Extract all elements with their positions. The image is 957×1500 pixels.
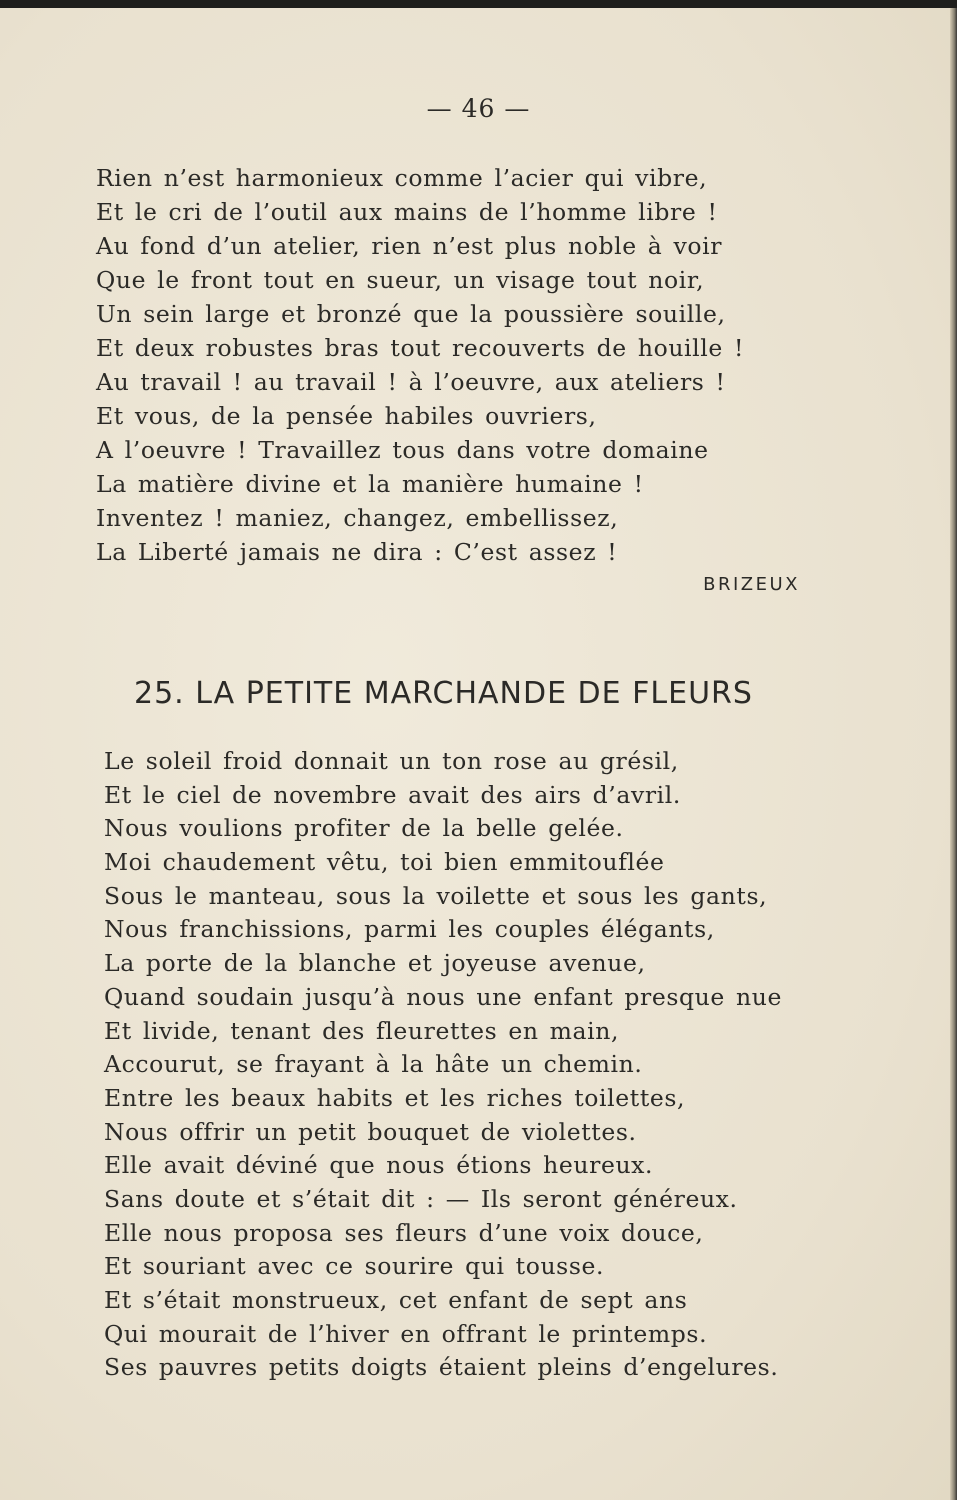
poem-line: Sans doute et s’était dit : — Ils seront généreux. [104,1184,738,1213]
poem-line: Au fond d’un atelier, rien n’est plus noble à voir [96,232,723,260]
poem-line: Un sein large et bronzé que la poussière souille, [96,300,726,328]
poem-line: Et deux robustes bras tout recouverts de houille ! [96,334,745,362]
poem-line: Et le cri de l’outil aux mains de l’homme libre ! [96,198,718,226]
poem-line: Et livide, tenant des fleurettes en main, [104,1016,620,1045]
poem-author: BRIZEUX [703,574,800,595]
poem-line: Et s’était monstrueux, cet enfant de sept ans [104,1286,688,1314]
section-title: 25. LA PETITE MARCHANDE DE FLEURS [134,676,753,711]
scan-top-border [0,0,957,8]
poem-petite-marchande [104,745,782,1385]
poem-line: Et souriant avec ce sourire qui tousse. [104,1252,605,1281]
poem-line: Accourut, se frayant à la hâte un chemin. [104,1050,643,1079]
poem-line: La porte de la blanche et joyeuse avenue, [104,949,646,978]
book-page [0,8,950,1500]
poem-line: Que le front tout en sueur, un visage tout noir, [96,266,705,294]
poem-line: La matière divine et la manière humaine ! [96,470,644,498]
poem-line: Au travail ! au travail ! à l’oeuvre, aux ateliers ! [96,368,726,396]
page-number: — 46 — [426,94,531,123]
poem-line: A l’oeuvre ! Travaillez tous dans votre domaine [96,436,709,464]
poem-line: Elle nous proposa ses fleurs d’une voix douce, [104,1218,704,1247]
poem-line: Entre les beaux habits et les riches toilettes, [104,1083,686,1112]
poem-brizeux [96,161,744,569]
poem-line: Nous voulions profiter de la belle gelée. [104,814,624,843]
poem-line: Quand soudain jusqu’à nous une enfant presque nue [104,982,782,1011]
scan-right-edge [950,8,957,1500]
poem-line: Et le ciel de novembre avait des airs d’avril. [104,780,681,809]
poem-line: Elle avait déviné que nous étions heureux. [104,1151,654,1180]
poem-line: Qui mourait de l’hiver en offrant le printemps. [104,1319,708,1348]
poem-line: Inventez ! maniez, changez, embellissez, [96,504,619,532]
poem-line: Ses pauvres petits doigts étaient pleins d’engelures. [104,1353,779,1382]
poem-line: Sous le manteau, sous la voilette et sous les gants, [104,881,768,910]
poem-line: Nous franchissions, parmi les couples élégants, [104,915,715,944]
poem-line: Nous offrir un petit bouquet de violettes. [104,1117,637,1146]
poem-line: La Liberté jamais ne dira : C’est assez ! [96,538,618,566]
poem-line: Le soleil froid donnait un ton rose au grésil, [104,747,679,775]
poem-line: Et vous, de la pensée habiles ouvriers, [96,402,597,430]
poem-line: Moi chaudement vêtu, toi bien emmitouflée [104,848,665,877]
poem-line: Rien n’est harmonieux comme l’acier qui vibre, [96,164,708,192]
